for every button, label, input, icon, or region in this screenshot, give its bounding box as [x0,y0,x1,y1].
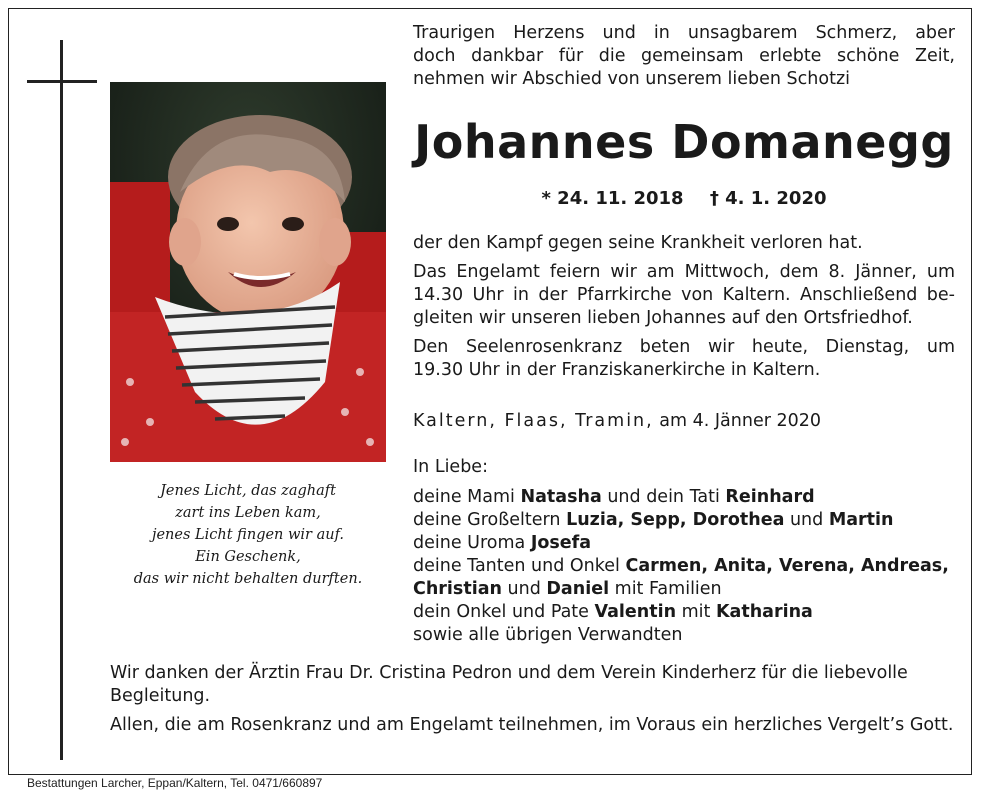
family-greeting: In Liebe: [413,457,488,477]
relative-name: Carmen, Anita, Verena, Andreas, [625,556,949,576]
relative-name: Katharina [715,602,813,622]
relation-text: deine Uroma [413,533,531,553]
relation-text: dein Onkel und Pate [413,602,595,622]
undertaker-footer: Bestattungen Larcher, Eppan/Kaltern, Tel. 0471/660897 [27,776,323,790]
rosary-paragraph [413,336,955,382]
death-date: † 4. 1. 2020 [709,188,827,209]
relative-name: Valentin [594,602,677,622]
family-line [413,601,963,624]
relative-name: Josefa [530,533,592,553]
birth-date: * 24. 11. 2018 [541,188,684,209]
rosary-line: Den Seelenrosenkranz beten wir heute, Dienstag, um [413,337,955,357]
poem-line: Ein Geschenk, [195,549,301,565]
mass-line: 14.30 Uhr in der Pfarrkirche von Kaltern. Anschließend be- [413,285,955,305]
relative-name: Reinhard [725,487,815,507]
place-date [413,410,955,433]
relation-text: mit [676,602,716,622]
relation-text: und [784,510,829,530]
relative-name: Martin [828,510,894,530]
cross-symbol-vertical [60,40,63,760]
life-dates [413,188,955,209]
intro-line: Traurigen Herzens und in unsagbarem Schmerz, aber [413,23,955,43]
relation-text: mit Familien [609,579,722,599]
relation-text: deine Großeltern [413,510,567,530]
family-list [413,456,963,647]
family-line [413,509,963,532]
illness-line: der den Kampf gegen seine Krankheit verloren hat. [413,233,863,253]
deceased-name: Johannes Domanegg [414,115,954,169]
family-line [413,555,963,578]
relation-text: und [501,579,547,599]
relative-name: Daniel [546,579,610,599]
mass-paragraph [413,261,955,330]
family-line [413,578,963,601]
family-line [413,486,963,509]
poem-line: Jenes Licht, das zaghaft [160,483,336,499]
relation-text: deine Tanten und Onkel [413,556,626,576]
relative-name: Christian [413,579,502,599]
relative-name: Natasha [520,487,602,507]
rosary-line: 19.30 Uhr in der Franziskanerkirche in Kaltern. [413,360,821,380]
mass-line: gleiten wir unseren lieben Johannes auf den Ortsfriedhof. [413,308,913,328]
thanks-text [110,662,958,737]
thanks-paragraph: Allen, die am Rosenkranz und am Engelamt teilnehmen, im Voraus ein herzliches Vergelt’s Gott. [110,715,954,735]
notice-date: am 4. Jänner 2020 [659,411,822,431]
cross-symbol-horizontal [27,80,97,83]
child-portrait-photo [110,82,386,462]
family-line [413,532,963,555]
place-towns: Kaltern, Flaas, Tramin, [413,411,654,431]
poem-line: zart ins Leben kam, [175,505,321,521]
mass-line: Das Engelamt feiern wir am Mittwoch, dem 8. Jänner, um [413,262,955,282]
intro-text [413,22,955,91]
relation-text: und dein Tati [601,487,726,507]
intro-line: nehmen wir Abschied von unserem lieben Schotzi [413,69,850,89]
poem-line: jenes Licht fingen wir auf. [151,527,345,543]
poem-line: das wir nicht behalten durften. [133,571,363,587]
relation-text: deine Mami [413,487,521,507]
funeral-details [413,232,955,388]
intro-line: doch dankbar für die gemeinsam erlebte schöne Zeit, [413,46,955,66]
memorial-poem [110,480,386,590]
relative-name: Luzia, Sepp, Dorothea [566,510,785,530]
thanks-paragraph: Wir danken der Ärztin Frau Dr. Cristina Pedron und dem Verein Kinderherz für die liebevolle Begleitung. [110,663,908,706]
family-line: sowie alle übrigen Verwandten [413,625,683,645]
